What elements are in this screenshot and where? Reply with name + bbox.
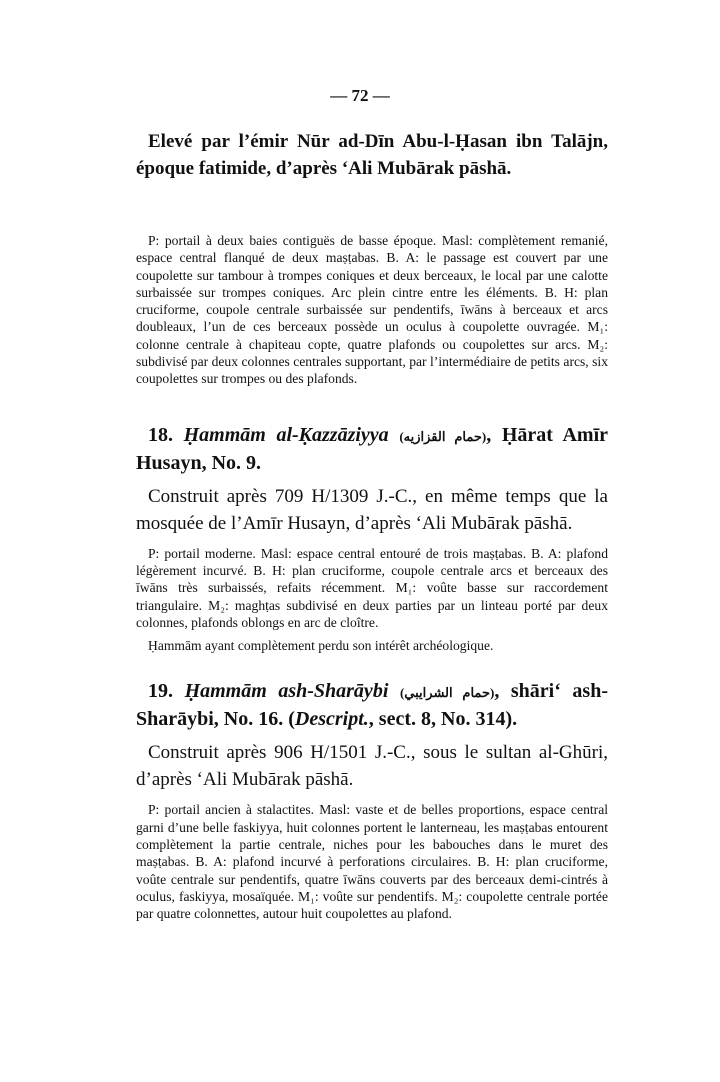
entry-name: Ḥammām al-Ḳazzāziyya xyxy=(183,423,389,446)
entry-reference: Descript. xyxy=(294,708,369,731)
entry-18-note: Ḥammām ayant complètement perdu son intérêt archéologique. xyxy=(148,638,494,654)
entry-number: 18. xyxy=(148,423,173,446)
entry-19-construction: Construit après 906 H/1501 J.-C., sous le sultan al-Ghūri, d’après ‘Ali Mubārak pāshā. xyxy=(136,742,608,791)
entry-location: , shāri‘ ash-Sharāybi, No. 16. ( xyxy=(136,680,608,731)
entry-name: Ḥammām ash-Sharāybi xyxy=(184,680,389,703)
arabic-name: (حمام الشرايبي) xyxy=(399,685,495,701)
page-body xyxy=(136,128,608,923)
entry-reference-rest: , sect. 8, No. 314). xyxy=(368,708,518,731)
entry-18-construction: Construit après 709 H/1309 J.-C., en même temps que la mosquée de l’Amīr Husayn, d’après ‘Ali Mubārak pāshā. xyxy=(136,485,608,534)
intro-heading: Elevé par l’émir Nūr ad-Dīn Abu-l-Ḥasan ibn Talājn, époque fatimide, d’après ‘Ali Mubārak pāshā. xyxy=(136,131,608,179)
entry-19-description: P: portail ancien à stalactites. Masl: vaste et de belles proportions, espace central garni d’une belle faskiyya, huit colonnes portent le lanterneau, les maṣṭabas entourent complètement la partie centrale, niches pour les babouches dans le muret des maṣṭabas. B. A: plafond incurvé à perforations circulaires. B. H: plan cruciforme, voûte centrale sur pendentifs, quatre īwāns couverts par des berceaux demi-cintrés à oculus, faskiyya, mosaïquée. M₁: voûte sur pendentifs. M₂: coupolette centrale portée par quatre colonnettes, autour huit coupolettes au plafond. xyxy=(136,802,608,922)
entry-location: , Ḥārat Amīr Husayn, No. 9. xyxy=(136,423,608,474)
entry-18-description: P: portail moderne. Masl: espace central entouré de trois maṣṭabas. B. A: plafond légèrement incurvé. B. H: plan cruciforme, coupole centrale arcs et berceaux des īwāns très surbaissés, refaits récemment. M₁: voûte basse sur raccordement triangulaire. M₂: maghṭas subdivisé en deux parties par un linteau porté par deux colonnes, plafonds oblongs en arc de cloître. xyxy=(136,545,608,630)
entry-number: 19. xyxy=(148,680,173,703)
intro-description: P: portail à deux baies contiguës de basse époque. Masl: complètement remanié, espace central flanqué de deux maṣṭabas. B. A: le passage est couvert par une coupolette sur tambour à trompes coniques et deux berceaux, le local par une calotte surbaissée sur trompes coniques. Arc plein cintre entre les éléments. B. H: plan cruciforme, coupole centrale surbaissée sur pendentifs, īwāns à berceaux et arcs doubleaux, l’un de ces berceaux possède un oculus à coupolette ouvragée. M₁: colonne centrale à chapiteau copte, quatre plafonds ou coupolettes sur arcs. M₂: subdivisé par deux colonnes centrales supportant, par l’intermédiaire de petits arcs, six coupolettes sur trompes ou des plafonds. xyxy=(136,233,608,387)
page-number: — 72 — xyxy=(330,86,390,105)
arabic-name: (حمام القزازيه) xyxy=(399,428,487,444)
entry-19-heading xyxy=(136,678,608,733)
entry-18-heading xyxy=(136,422,608,477)
